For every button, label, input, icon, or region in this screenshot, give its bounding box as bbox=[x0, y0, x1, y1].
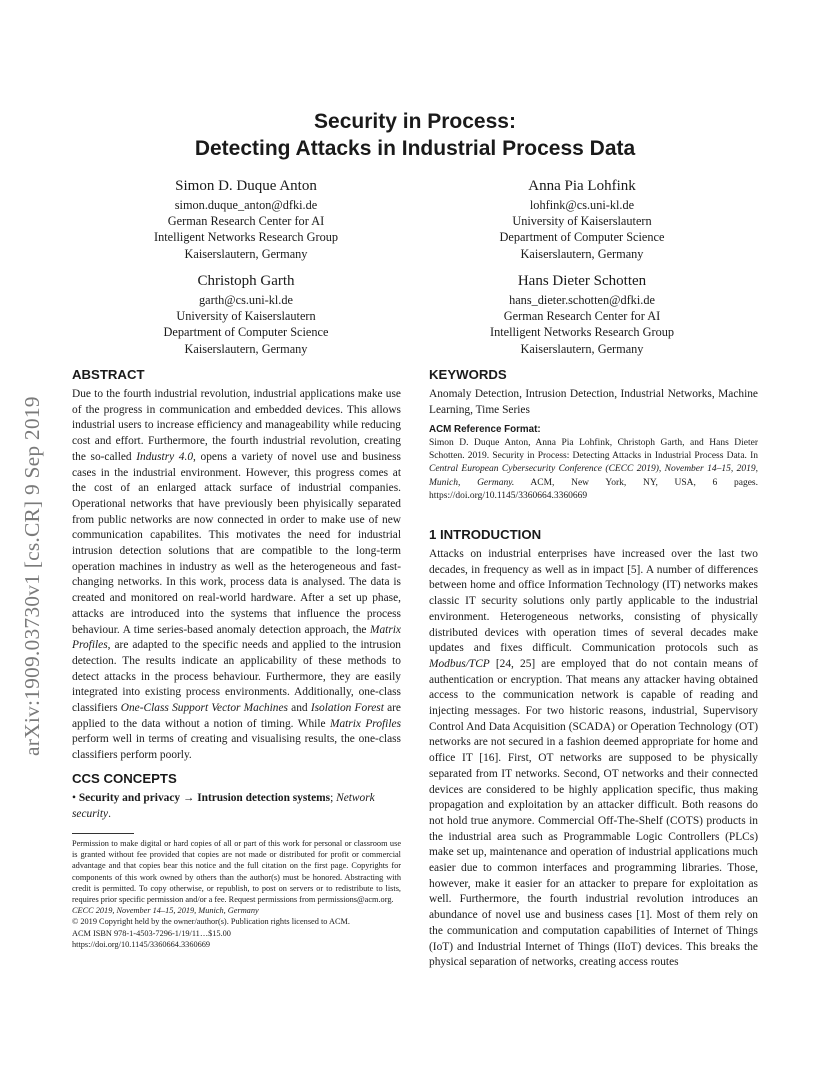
title-line-1: Security in Process: bbox=[314, 110, 516, 133]
copyright-line: © 2019 Copyright held by the owner/author(s). Publication rights licensed to ACM. bbox=[72, 917, 350, 927]
author-department: Department of Computer Science bbox=[499, 230, 665, 245]
introduction-text: Attacks on industrial enterprises have increased over the last two decades, in frequency as well as in impact [5]. A number of differences between home and office Information Technology (IT) networks makes classic IT security solutions only partly applicable to the industrial environment. Heterogeneous networks, consisting of physically distributed devices with operation times of several decades make updates and fixes difficult. Communication protocols such as Modbus/TCP [24, 25] are employed that do not contain means of authentication or encryption. That means any attacker having obtained access to the communication network is capable of reading and injecting messages. For two historic reasons, industrial, Supervisory Control And Data Acquisition (SCADA) or Operation Technology (OT) networks are not secured in a fashion deemed appropriate for home and office IT [16]. First, OT networks are supposed to be physically separated from IT networks. Second, OT networks and their connected devices are considered to be highly application specific, thus making propagation and exploitation by an attacker difficult. Both reasons do not hold true anymore. Commercial Off-The-Shelf (COTS) products in the industrial area such as Programmable Logic Controllers (PLCs) make set up, maintenance and operation of industrial applications much easier due to common interfaces and programming libraries. Those, however, make it easier for an attacker to prepare for exploitation as well. Furthermore, the fourth industrial revolution introduces an abundance of novel use and business cases [1]. Most of them rely on the communication and computation capabilities of Internet of Things (IoT) and Industrial Internet of Things (IIoT) devices. This breaks the physical separation of networks, creating access routes bbox=[429, 548, 758, 969]
author-department: Intelligent Networks Research Group bbox=[489, 325, 675, 340]
ccs-heading: CCS CONCEPTS bbox=[72, 771, 177, 786]
author-email: simon.duque_anton@dfki.de bbox=[174, 198, 318, 212]
author-name: Anna Pia Lohfink bbox=[528, 178, 636, 194]
paper-title bbox=[72, 108, 758, 162]
conference-line: CECC 2019, November 14–15, 2019, Munich, Germany bbox=[72, 906, 259, 916]
introduction-section bbox=[429, 526, 758, 971]
author-department: Intelligent Networks Research Group bbox=[153, 230, 339, 245]
author-block-2 bbox=[432, 177, 732, 262]
footnote bbox=[72, 838, 401, 950]
keywords-text: Anomaly Detection, Intrusion Detection, Industrial Networks, Machine Learning, Time Series bbox=[429, 388, 758, 416]
introduction-heading: 1 INTRODUCTION bbox=[429, 527, 542, 542]
isbn-line: ACM ISBN 978-1-4503-7296-1/19/11…$15.00 bbox=[72, 928, 231, 938]
permission-notice: Permission to make digital or hard copies of all or part of this work for personal or classroom use is granted without fee provided that copies are not made or distributed for profit or commercial advantage and that copies bear this notice and the full citation on the first page. Copyrights for components of this work owned by others than the author(s) must be honored. Abstracting with credit is permitted. To copy otherwise, or republish, to post on servers or to redistribute to lists, requires prior specific permission and/or a fee. Request permissions from permissions@acm.org. bbox=[72, 839, 401, 905]
abstract-heading: ABSTRACT bbox=[72, 367, 145, 382]
ccs-section bbox=[72, 770, 401, 822]
title-line-2: Detecting Attacks in Industrial Process Data bbox=[194, 137, 636, 160]
author-location: Kaiserslautern, Germany bbox=[520, 341, 644, 356]
author-email: garth@cs.uni-kl.de bbox=[199, 293, 293, 307]
acm-reference-text: Simon D. Duque Anton, Anna Pia Lohfink, Christoph Garth, and Hans Dieter Schotten. 2019. Security in Process: Detecting Attacks in Industrial Process Data. In Central European Cybersecurity Conference (CECC 2019), November 14–15, 2019, Munich, Germany. ACM, New York, NY, USA, 6 pages. https://doi.org/10.1145/3360664.3360669 bbox=[429, 438, 758, 501]
author-affiliation: University of Kaiserslautern bbox=[176, 309, 316, 324]
keywords-section bbox=[429, 366, 758, 418]
author-name: Hans Dieter Schotten bbox=[517, 273, 647, 289]
author-block-1 bbox=[96, 177, 396, 262]
author-email: lohfink@cs.uni-kl.de bbox=[529, 198, 635, 212]
abstract-text: Due to the fourth industrial revolution, industrial applications make use of the progress in communication and embedded devices. This allows industrial users to increase efficiency and manageability while reducing cost and effort. Furthermore, the fourth industrial revolution, creating the so-called Industry 4.0, opens a variety of novel use and business cases in the industrial environment. However, this progress comes at the cost of an enlarged attack surface of industrial companies. Operational networks that have previously been phyisically separated from public networks are now connected in order to make use of new communication capabilites. This motivates the need for industrial intrusion detection solutions that are compatible to the long-term operation machines in industry as well as the heterogeneous and fast-changing networks. In this work, process data is analysed. The data is created and monitored on real-world hardware. After a set up phase, attacks are introduced into the systems that influence the process behaviour. A time series-based anomaly detection approach, the Matrix Profiles, are adapted to the specific needs and applied to the intrusion detection. The results indicate an applicability of these methods to detect attacks in the process behaviour. Furthermore, they are easily integrated into existing process environments. Additionally, one-class classifiers One-Class Support Vector Machines and Isolation Forest are applied to the data without a notion of timing. While Matrix Profiles perform well in terms of creating and visualising results, the one-class classifiers perform poorly. bbox=[72, 388, 401, 762]
abstract-section bbox=[72, 366, 401, 764]
author-affiliation: German Research Center for AI bbox=[167, 214, 325, 229]
author-email: hans_dieter.schotten@dfki.de bbox=[509, 293, 655, 307]
author-block-3 bbox=[96, 272, 396, 357]
author-department: Department of Computer Science bbox=[163, 325, 329, 340]
author-affiliation: University of Kaiserslautern bbox=[512, 214, 652, 229]
author-affiliation: German Research Center for AI bbox=[503, 309, 661, 324]
footnote-rule bbox=[72, 833, 134, 834]
acm-reference-section bbox=[429, 423, 758, 503]
ccs-text: • Security and privacy → Intrusion detection systems; Network security. bbox=[72, 792, 375, 820]
author-location: Kaiserslautern, Germany bbox=[184, 341, 308, 356]
author-block-4 bbox=[432, 272, 732, 357]
keywords-heading: KEYWORDS bbox=[429, 367, 507, 382]
arxiv-stamp bbox=[20, 296, 48, 756]
doi-link[interactable]: https://doi.org/10.1145/3360664.3360669 bbox=[72, 939, 211, 949]
author-name: Simon D. Duque Anton bbox=[175, 178, 317, 194]
acm-reference-heading: ACM Reference Format: bbox=[429, 424, 541, 435]
author-location: Kaiserslautern, Germany bbox=[184, 246, 308, 261]
arxiv-id: arXiv:1909.03730v1 [cs.CR] 9 Sep 2019 bbox=[20, 396, 44, 756]
author-location: Kaiserslautern, Germany bbox=[520, 246, 644, 261]
author-name: Christoph Garth bbox=[197, 273, 295, 289]
